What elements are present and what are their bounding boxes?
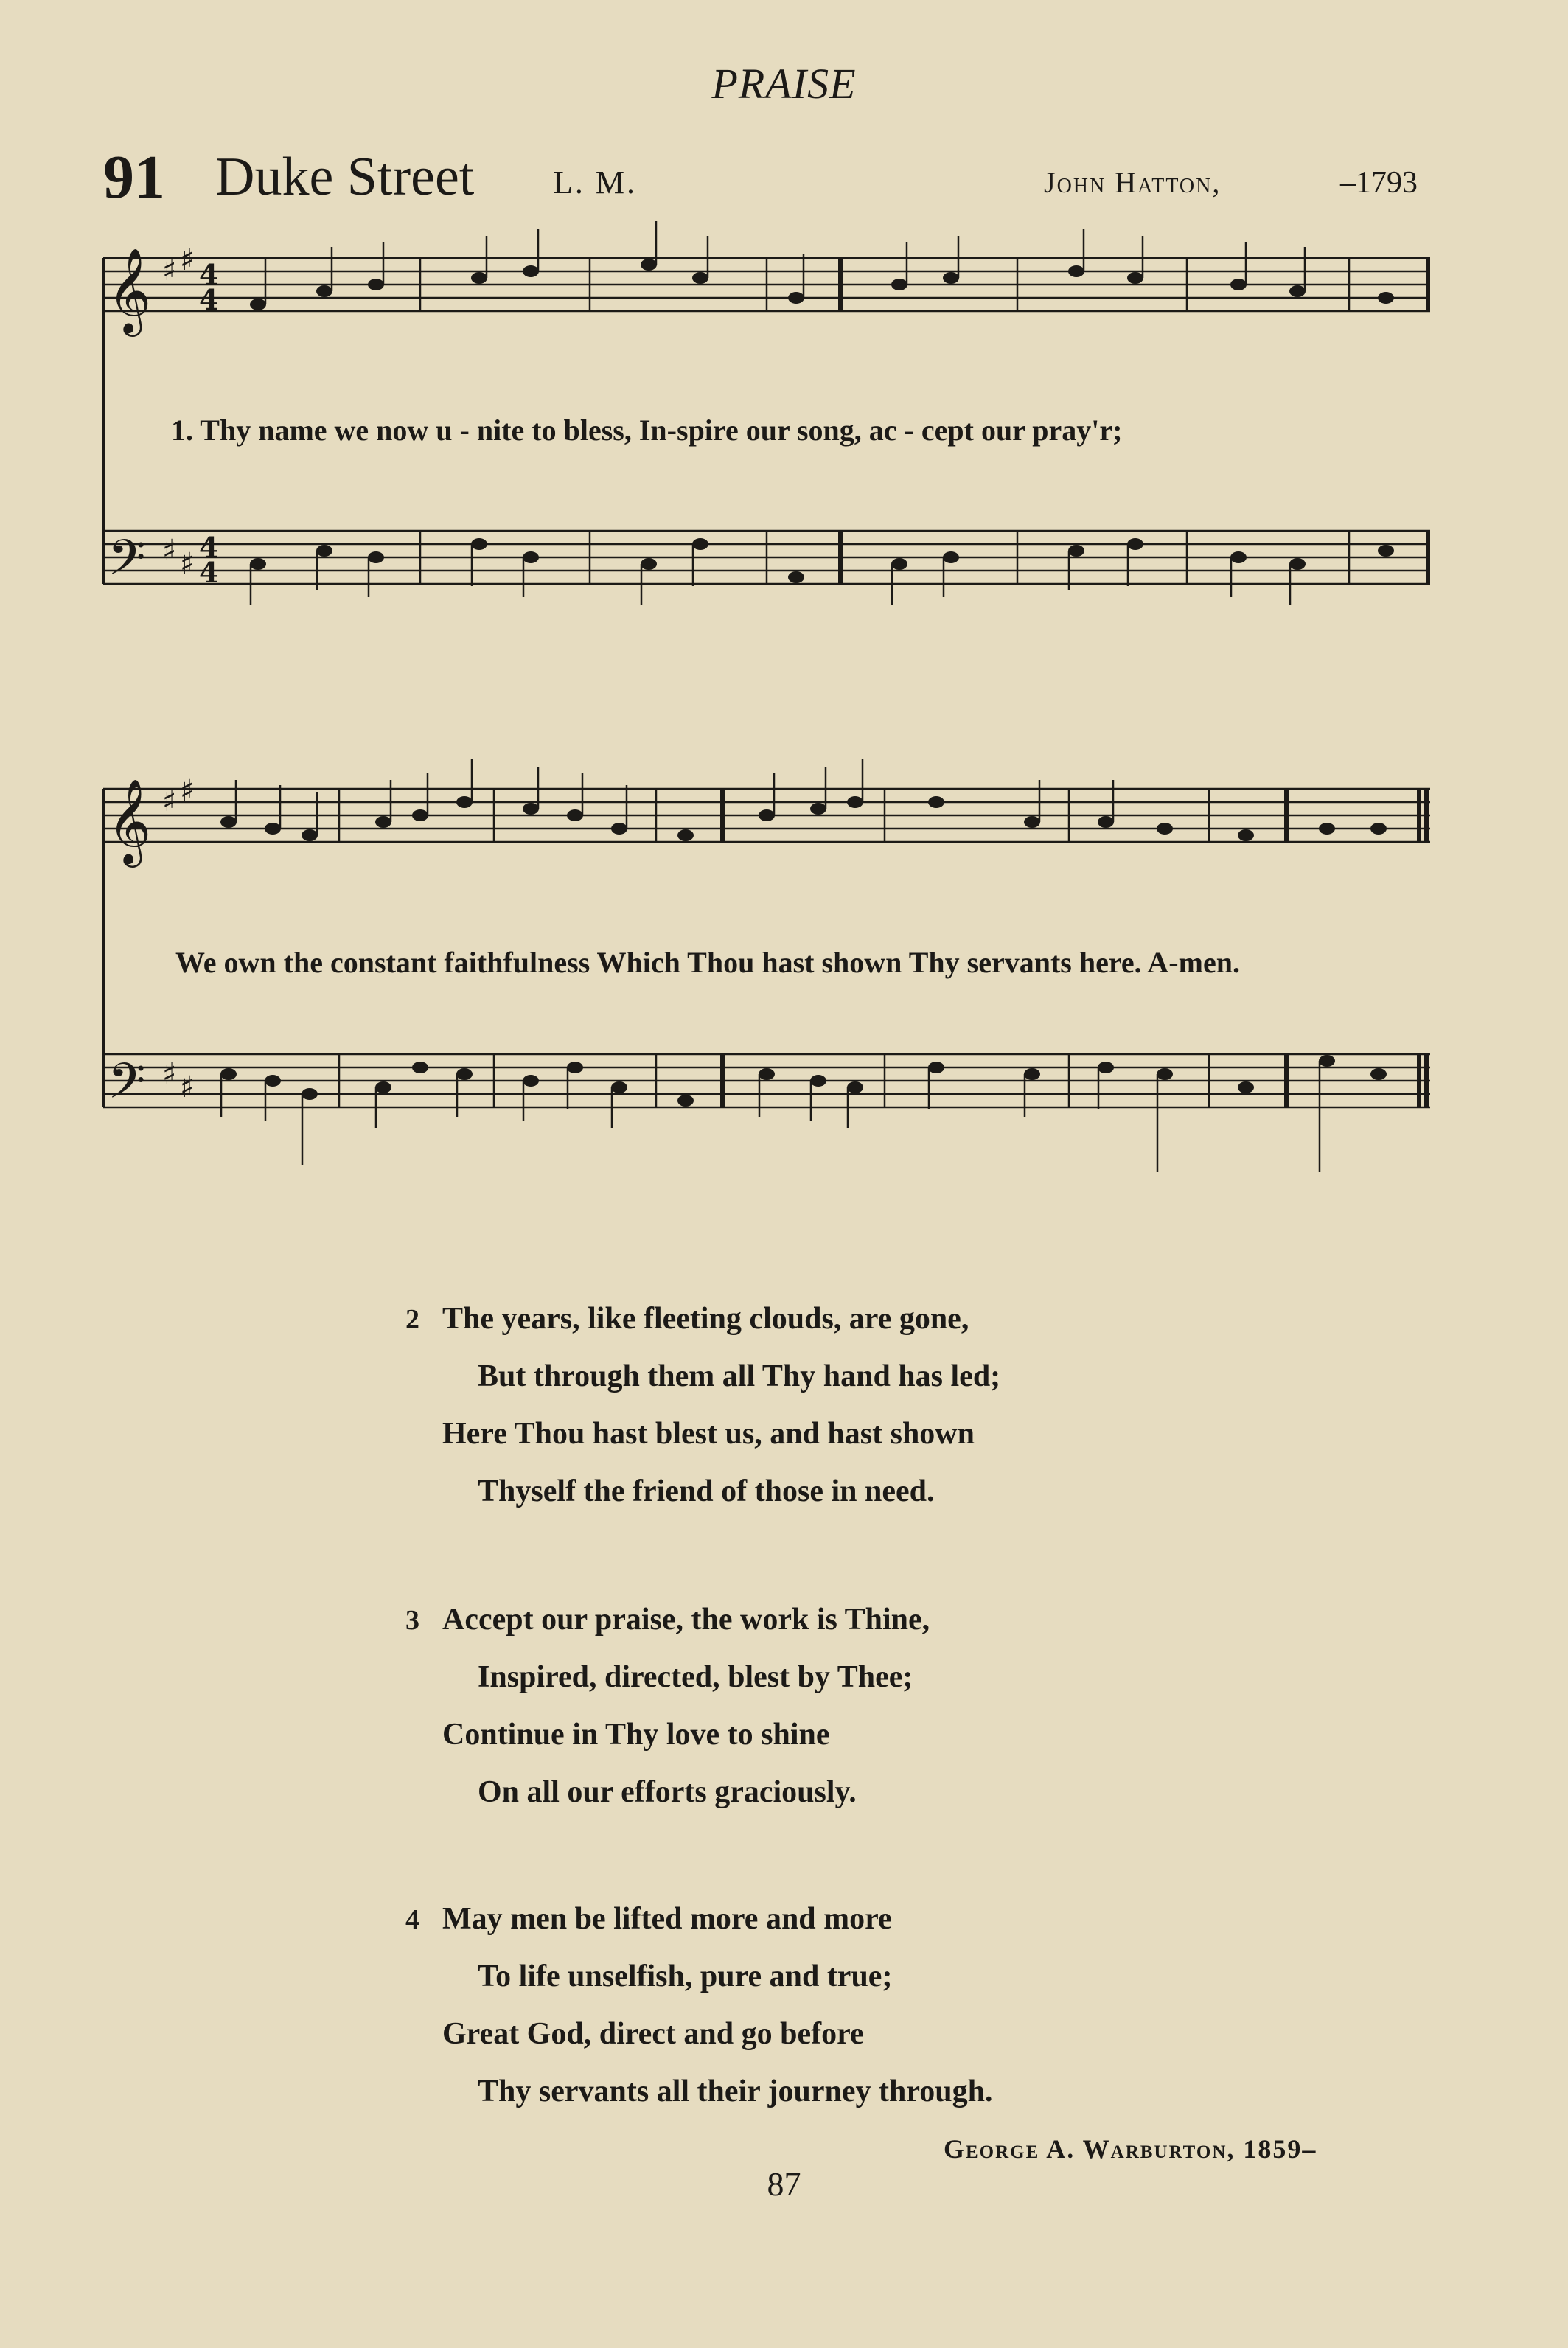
composer-date: –1793 — [1340, 166, 1418, 200]
stanza-line: On all our efforts graciously. — [478, 1775, 857, 1809]
stanza-line: Thy servants all their journey through. — [478, 2074, 993, 2108]
lyric-line-1: 1. Thy name we now u - nite to bless, In-spire our song, ac - cept our pray'r; — [171, 414, 1123, 447]
lyric-line-2: We own the constant faithfulness Which Thou hast shown Thy servants here. A-men. — [175, 946, 1240, 979]
svg-text:𝄢: 𝄢 — [108, 529, 146, 598]
section-heading: PRAISE — [711, 60, 857, 108]
stanza-3 — [405, 1591, 930, 1821]
stanza-2 — [405, 1290, 1000, 1520]
svg-text:4: 4 — [199, 531, 219, 564]
stanza-number: 4 — [405, 1904, 419, 1935]
svg-text:♯: ♯ — [162, 254, 177, 288]
stanza-number: 3 — [405, 1605, 419, 1636]
svg-text:♯: ♯ — [162, 784, 177, 818]
stanza-line: To life unselfish, pure and true; — [478, 1959, 893, 1993]
hymn-number: 91 — [103, 143, 165, 212]
svg-text:4: 4 — [199, 283, 219, 316]
stanza-line: May men be lifted more and more — [442, 1902, 892, 1936]
stanza-line: Great God, direct and go before — [442, 2017, 864, 2051]
svg-text:𝄢: 𝄢 — [108, 1053, 146, 1121]
page-number: 87 — [767, 2165, 801, 2203]
stanza-line: But through them all Thy hand has led; — [478, 1359, 1001, 1393]
svg-text:♯: ♯ — [162, 534, 177, 568]
stanza-number: 2 — [405, 1304, 419, 1335]
stanza-line: Accept our praise, the work is Thine, — [442, 1603, 930, 1637]
composer: John Hatton, — [1044, 166, 1222, 199]
stanza-line: Inspired, directed, blest by Thee; — [478, 1660, 913, 1694]
svg-text:♯: ♯ — [180, 547, 195, 581]
text-author: George A. Warburton, 1859– — [944, 2134, 1317, 2164]
svg-text:♯: ♯ — [162, 1057, 177, 1091]
tune-name: Duke Street — [215, 147, 475, 207]
svg-text:4: 4 — [199, 556, 219, 589]
svg-text:𝄞: 𝄞 — [108, 778, 152, 864]
svg-text:4: 4 — [199, 258, 219, 291]
svg-text:♯: ♯ — [180, 774, 195, 808]
stanza-line: Continue in Thy love to shine — [442, 1718, 830, 1752]
music-system-2 — [88, 752, 1430, 1194]
music-system-1 — [88, 221, 1430, 605]
svg-text:𝄞: 𝄞 — [108, 247, 152, 333]
svg-text:♯: ♯ — [180, 1070, 195, 1104]
stanza-line: Thyself the friend of those in need. — [478, 1474, 935, 1508]
svg-text:♯: ♯ — [180, 243, 195, 277]
stanza-line: Here Thou hast blest us, and hast shown — [442, 1417, 975, 1451]
stanza-4 — [405, 1890, 993, 2120]
meter: L. M. — [553, 164, 637, 201]
stanza-line: The years, like fleeting clouds, are gone, — [442, 1302, 969, 1336]
